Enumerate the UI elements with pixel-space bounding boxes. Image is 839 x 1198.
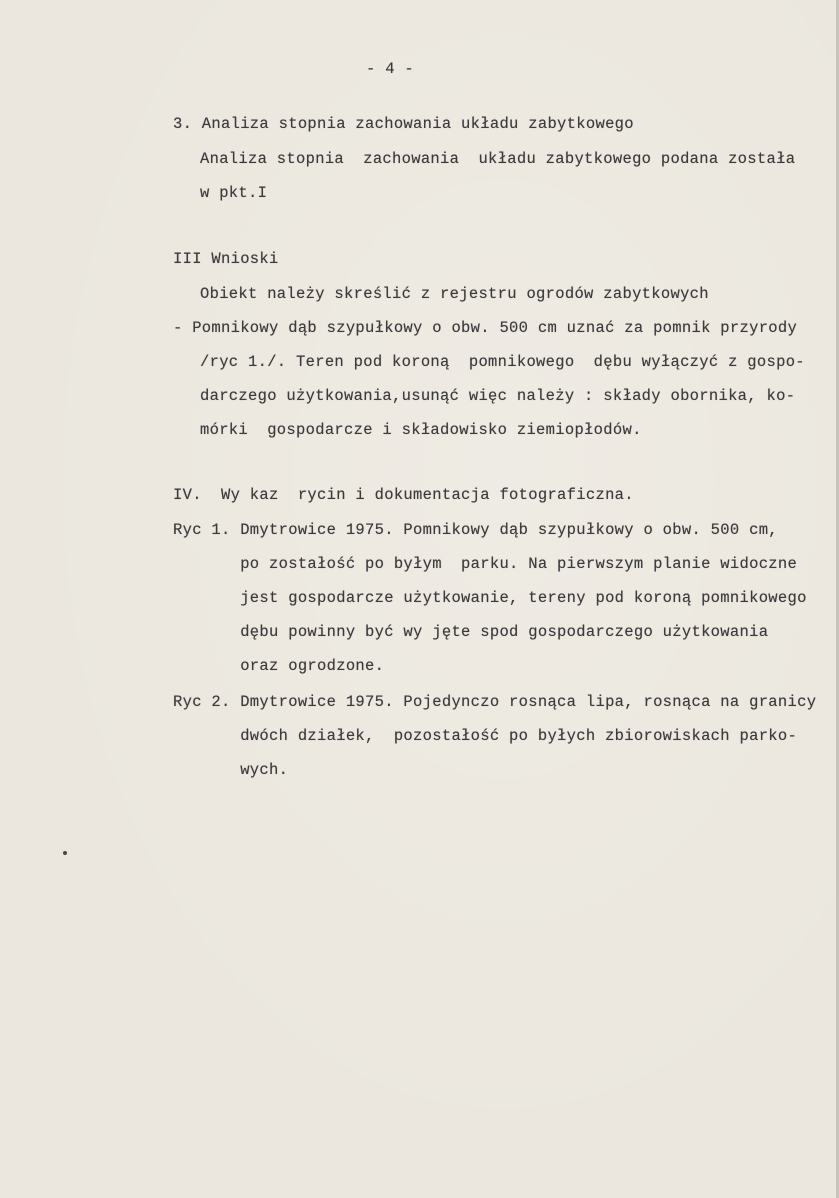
section-3-heading: 3. Analiza stopnia zachowania układu zabytkowego bbox=[173, 115, 634, 133]
figure-1-line-5: oraz ogrodzone. bbox=[173, 657, 385, 675]
section-iii-line-5: mórki gospodarcze i składowisko ziemiopłodów. bbox=[200, 421, 642, 439]
figure-1-line-3: jest gospodarcze użytkowanie, tereny pod koroną pomnikowego bbox=[173, 589, 807, 607]
section-iii-line-1: Obiekt należy skreślić z rejestru ogrodów zabytkowych bbox=[200, 285, 709, 303]
section-iii-line-2: - Pomnikowy dąb szypułkowy o obw. 500 cm uznać za pomnik przyrody bbox=[173, 319, 798, 337]
section-iii-line-4: darczego użytkowania,usunąć więc należy : składy obornika, ko- bbox=[200, 387, 796, 405]
section-iii-line-3: /ryc 1./. Teren pod koroną pomnikowego dębu wyłączyć z gospo- bbox=[200, 353, 805, 371]
section-iii-heading: III Wnioski bbox=[173, 250, 279, 268]
figure-1-line-2: po zostałość po byłym parku. Na pierwszym planie widoczne bbox=[173, 555, 798, 573]
page-number: - 4 - bbox=[366, 60, 415, 78]
section-3-line-1: Analiza stopnia zachowania układu zabytkowego podana została bbox=[200, 150, 796, 168]
figure-2-line-3: wych. bbox=[173, 761, 289, 779]
figure-2-line-1: Ryc 2. Dmytrowice 1975. Pojedynczo rosnąca lipa, rosnąca na granicy bbox=[173, 693, 817, 711]
figure-1-line-1: Ryc 1. Dmytrowice 1975. Pomnikowy dąb szypułkowy o obw. 500 cm, bbox=[173, 521, 778, 539]
section-iv-heading: IV. Wy kaz rycin i dokumentacja fotograficzna. bbox=[173, 486, 634, 504]
punch-mark-dot bbox=[63, 851, 67, 855]
figure-2-line-2: dwóch działek, pozostałość po byłych zbiorowiskach parko- bbox=[173, 727, 798, 745]
figure-1-line-4: dębu powinny być wy jęte spod gospodarczego użytkowania bbox=[173, 623, 769, 641]
section-3-line-2: w pkt.I bbox=[200, 184, 268, 202]
